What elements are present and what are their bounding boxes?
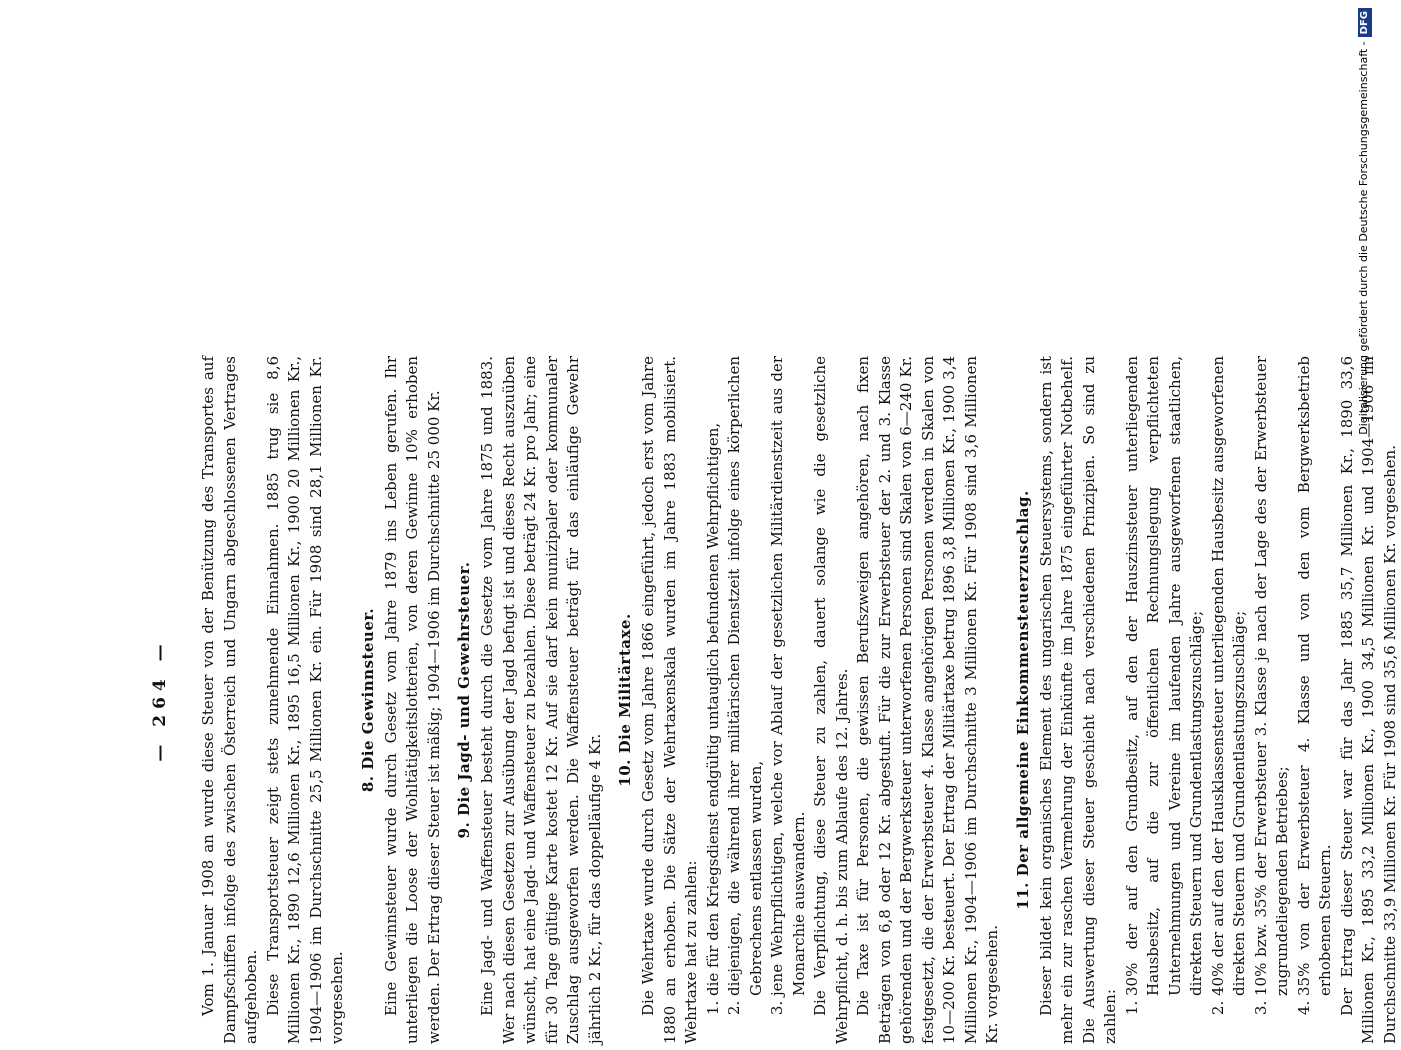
intro-paragraph-1: Vom 1. Januar 1908 an wurde diese Steuer von der Benützung des Transportes auf Dampfschiffen infolge des zwischen Österreich und Ungarn abgeschlossenen Vertrages aufgehoben. xyxy=(198,356,263,1044)
section-10-list xyxy=(703,356,811,1044)
list-item: 4. 35% von der Erwerbsteuer 4. Klasse und von den vom Bergwerksbetrieb erhobenen Steuern. xyxy=(1294,356,1337,996)
credit-text: Digitalisierung gefördert durch die Deutsche Forschungsgemeinschaft - xyxy=(1357,41,1370,434)
list-item: 2. diejenigen, die während ihrer militärischen Dienstzeit infolge eines körperlichen Gebrechens entlassen wurden, xyxy=(724,356,767,996)
section-9-paragraph: Eine Jagd- und Waffensteuer besteht durch die Gesetze vom Jahre 1875 und 1883. Wer nach diesen Gesetzen zur Ausübung der Jagd befugt ist und dieses Recht auszuüben wünscht, hat eine Jagd- und Waffensteuer zu bezahlen. Diese beträgt 24 Kr. pro Jahr; eine für 30 Tage gültige Karte kostet 12 Kr. Auf sie darf kein munizipaler oder kommunaler Zuschlag ausgeworfen werden. Die Waffensteuer beträgt für das einläufige Gewehr jährlich 2 Kr., für das doppelläufige 4 Kr. xyxy=(477,356,606,1044)
page-content xyxy=(150,356,1401,1044)
section-10-paragraph-2: Die Verpflichtung, diese Steuer zu zahlen, dauert solange wie die gesetzliche Wehrpflicht, d. h. bis zum Ablaufe des 12. Jahres. xyxy=(810,356,853,1044)
list-item: 1. die für den Kriegsdienst endgültig untauglich befundenen Wehrpflichtigen, xyxy=(703,356,725,996)
list-item: 3. 10% bzw. 35% der Erwerbsteuer 3. Klasse je nach der Lage des der Erwerbsteuer zugrundeliegenden Betriebes; xyxy=(1251,356,1294,996)
section-11-heading: 11. Der allgemeine Einkommensteuerzuschlag. xyxy=(1014,356,1032,1044)
list-item: 1. 30% der auf den Grundbesitz, auf den der Hauszinssteuer unterliegenden Hausbesitz, auf die zur öffentlichen Rechnungslegung verpflichteten Unternehmungen und Vereine im laufenden Jahre ausgeworfenen staatlichen, direkten Steuern und Grundentlastungszuschläge; xyxy=(1122,356,1208,996)
section-11-list xyxy=(1122,356,1337,1044)
credit-text-line xyxy=(1355,8,1373,992)
section-11-paragraph-2: Der Ertrag dieser Steuer war für das Jahr 1885 35,7 Millionen Kr., 1890 33,6 Millionen Kr., 1895 33,2 Millionen Kr., 1900 34,5 Millionen Kr. und 1904—1906 im Durchschnitte 33,9 Millionen Kr. Für 1908 sind 35,6 Millionen Kr. vorgesehen. xyxy=(1337,356,1401,1044)
section-8-heading: 8. Die Gewinnsteuer. xyxy=(359,356,377,1044)
section-8-paragraph: Eine Gewinnsteuer wurde durch Gesetz vom Jahre 1879 ins Leben gerufen. Ihr unterliegen die Loose der Wohltätigkeitslotterien, von deren Gewinne 10% erhoben werden. Der Ertrag dieser Steuer ist mäßig; 1904—1906 im Durchschnitte 25 000 Kr. xyxy=(381,356,446,1044)
dfg-logo: DFG xyxy=(1358,8,1372,37)
digitization-credit xyxy=(1351,8,1377,992)
section-9-heading: 9. Die Jagd- und Gewehrsteuer. xyxy=(455,356,473,1044)
section-10-paragraph-3: Die Taxe ist für Personen, die gewissen Berufszweigen angehören, nach fixen Beträgen von 6,8 oder 12 Kr. abgestuft. Für die zur Erwerbsteuer der 2. und 3. Klasse gehörenden und der Bergwerksteuer unterworfenen Personen sind Skalen von 6—240 Kr. festgesetzt, die der Erwerbsteuer 4. Klasse angehörigen Personen werden in Skalen von 10—200 Kr. besteuert. Der Ertrag der Militärtaxe betrug 1896 3,8 Millionen Kr., 1900 3,4 Millionen Kr., 1904—1906 im Durchschnitte 3 Millionen Kr. Für 1908 sind 3,6 Millionen Kr. vorgesehen. xyxy=(853,356,1004,1044)
section-11-paragraph-1: Dieser bildet kein organisches Element des ungarischen Steuersystems, sondern ist mehr ein zur raschen Vermehrung der Einkünfte im Jahre 1875 eingeführter Notbehelf. Die Auswertung dieser Steuer geschieht nach verschiedenen Prinzipien. So sind zu zahlen: xyxy=(1036,356,1122,1044)
list-item: 3. jene Wehrpflichtigen, welche vor Ablauf der gesetzlichen Militärdienstzeit aus der Monarchie auswandern. xyxy=(767,356,810,996)
intro-paragraph-2: Diese Transportsteuer zeigt stets zunehmende Einnahmen. 1885 trug sie 8,6 Millionen Kr., 1890 12,6 Millionen Kr., 1895 16,5 Millionen Kr., 1900 20 Millionen Kr., 1904—1906 im Durchschnitte 25,5 Millionen Kr. ein. Für 1908 sind 28,1 Millionen Kr. vorgesehen. xyxy=(263,356,349,1044)
section-10-heading: 10. Die Militärtaxe. xyxy=(616,356,634,1044)
rotated-text-block xyxy=(150,350,1250,1050)
section-10-paragraph-1: Die Wehrtaxe wurde durch Gesetz vom Jahre 1866 eingeführt, jedoch erst vom Jahre 1880 an erhoben. Die Sätze der Wehrtaxenskala wurden im Jahre 1883 mobilisiert. Wehrtaxe hat zu zahlen: xyxy=(638,356,703,1044)
scanned-page xyxy=(150,0,1250,650)
page-number: — 264 — xyxy=(150,356,170,1044)
list-item: 2. 40% der auf den der Hausklassensteuer unterliegenden Hausbesitz ausgeworfenen direkten Steuern und Grundentlastungszuschläge; xyxy=(1208,356,1251,996)
